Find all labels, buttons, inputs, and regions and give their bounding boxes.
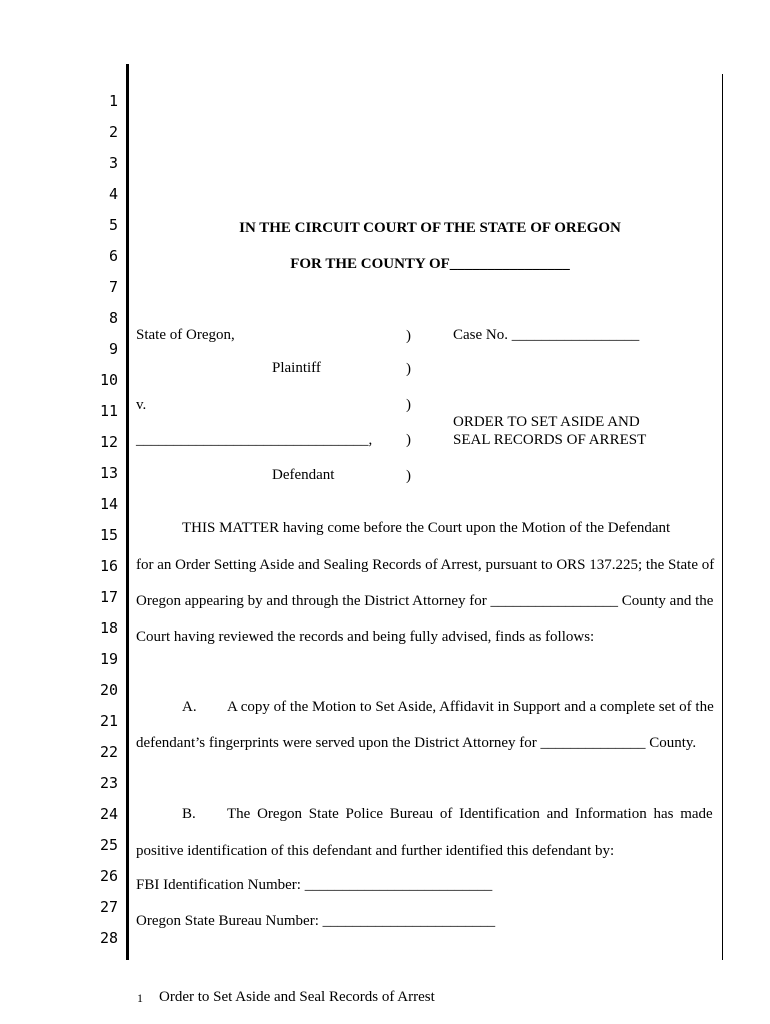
- versus-label: v.: [136, 397, 147, 413]
- court-county: FOR THE COUNTY OF________________: [290, 256, 570, 272]
- line-number: 27: [100, 898, 119, 916]
- order-title-line-2: SEAL RECORDS OF ARREST: [453, 432, 647, 448]
- oregon-state-bureau-number: Oregon State Bureau Number: _______________________: [136, 913, 496, 929]
- line-number: 1: [108, 92, 118, 110]
- line-number: 5: [108, 216, 118, 234]
- right-margin-rule: [722, 74, 723, 960]
- line-number: 17: [100, 588, 119, 606]
- defendant-name-blank: _______________________________,: [136, 432, 373, 448]
- line-number: 22: [100, 743, 119, 761]
- line-number: 7: [108, 278, 118, 296]
- line-number: 8: [108, 309, 118, 327]
- line-number: 2: [108, 123, 118, 141]
- line-number: 3: [108, 154, 118, 172]
- paragraph-1-line-1: THIS MATTER having come before the Court upon the Motion of the Defendant: [182, 520, 671, 536]
- line-number: 14: [100, 495, 119, 513]
- line-number: 11: [100, 402, 119, 420]
- caption-paren: ): [406, 432, 411, 448]
- plaintiff-name: State of Oregon,: [136, 327, 235, 343]
- line-number: 10: [100, 371, 119, 389]
- finding-a-line-2: defendant’s fingerprints were served upon the District Attorney for ______________ County.: [136, 735, 697, 751]
- footer-page-number: 1: [137, 991, 143, 1005]
- line-number: 23: [100, 774, 119, 792]
- line-number: 26: [100, 867, 119, 885]
- caption-paren: ): [406, 397, 411, 413]
- line-number: 16: [100, 557, 119, 575]
- finding-a-line-1: A copy of the Motion to Set Aside, Affidavit in Support and a complete set of the: [227, 699, 714, 715]
- order-title-line-1: ORDER TO SET ASIDE AND: [453, 414, 640, 430]
- line-number: 13: [100, 464, 119, 482]
- line-number: 21: [100, 712, 119, 730]
- left-margin-rule: [126, 64, 129, 960]
- finding-b-line-2: positive identification of this defendant and further identified this defendant by:: [136, 843, 615, 859]
- line-number: 28: [100, 929, 119, 947]
- paragraph-1-line-4: Court having reviewed the records and being fully advised, finds as follows:: [136, 629, 595, 645]
- line-number: 24: [100, 805, 119, 823]
- finding-b-label: B.: [182, 806, 196, 822]
- case-number: Case No. _________________: [453, 327, 640, 343]
- line-number: 20: [100, 681, 119, 699]
- line-number: 12: [100, 433, 119, 451]
- paragraph-1-line-3: Oregon appearing by and through the District Attorney for _________________ County and the: [136, 593, 714, 609]
- court-title: IN THE CIRCUIT COURT OF THE STATE OF OREGON: [239, 220, 621, 236]
- caption-paren: ): [406, 468, 411, 484]
- line-number: 15: [100, 526, 119, 544]
- fbi-identification-number: FBI Identification Number: _________________________: [136, 877, 493, 893]
- caption-paren: ): [406, 328, 411, 344]
- line-number: 18: [100, 619, 119, 637]
- line-number: 9: [108, 340, 118, 358]
- line-number: 19: [100, 650, 119, 668]
- defendant-label: Defendant: [272, 467, 335, 483]
- plaintiff-label: Plaintiff: [272, 360, 321, 376]
- line-number: 6: [108, 247, 118, 265]
- line-number: 25: [100, 836, 119, 854]
- finding-a-label: A.: [182, 699, 197, 715]
- paragraph-1-line-2: for an Order Setting Aside and Sealing Records of Arrest, pursuant to ORS 137.225; the State of: [136, 557, 715, 573]
- footer-document-title: Order to Set Aside and Seal Records of Arrest: [159, 989, 435, 1005]
- line-number: 4: [108, 185, 118, 203]
- caption-paren: ): [406, 361, 411, 377]
- finding-b-line-1: The Oregon State Police Bureau of Identification and Information has made: [227, 806, 713, 822]
